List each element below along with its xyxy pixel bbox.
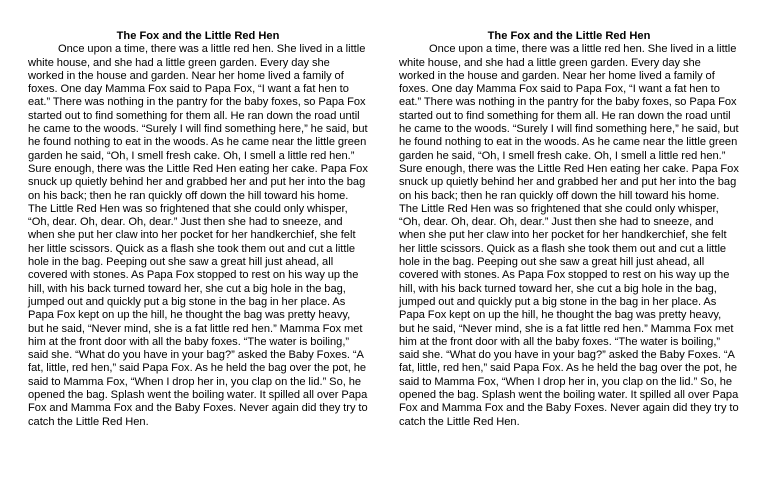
- story-title: The Fox and the Little Red Hen: [116, 30, 280, 42]
- story-body: Once upon a time, there was a little red hen. She lived in a little white house, and she had a little green garden. Every day she worked in the house and garden. Near her home lived a family of foxes. One day Mamma Fox said to Papa Fox, “I want a fat hen to eat.” There was nothing in the pantry for the baby foxes, so Papa Fox started out to find something for them all. He ran down the road until he came to the woods. “Surely I will find something here,” he said, but he found nothing to eat in the woods. As he came near the little green garden he said, “Oh, I smell fresh cake. Oh, I smell a little red hen.” Sure enough, there was the Little Red Hen eating her cake. Papa Fox snuck up quietly behind her and grabbed her and put her into the bag on his back; then he ran quickly off down the hill toward his home. The Little Red Hen was so frightened that she could only whisper, “Oh, dear. Oh, dear. Oh, dear.” Just then she had to sneeze, and when she put her claw into her pocket for her handkerchief, she felt her little scissors. Quick as a flash she took them out and cut a little hole in the bag. Peeping out she saw a great hill just ahead, all covered with stones. As Papa Fox stopped to rest on his way up the hill, with his back turned toward her, she cut a big hole in the bag, jumped out and quickly put a big stone in the bag in her place. As Papa Fox kept on up the hill, he thought the bag was pretty heavy, but he said, “Never mind, she is a fat little red hen.” Mamma Fox met him at the front door with all the baby foxes. “The water is boiling,” said she. “What do you have in your bag?” asked the Baby Foxes. “A fat, little, red hen,” said Papa Fox. As he held the bag over the pot, he said to Mamma Fox, “When I drop her in, you clap on the lid.” So, he opened the bag. Splash went the boiling water. It spilled all over Papa Fox and Mamma Fox and the Baby Foxes. Never again did they try to catch the Little Red Hen.: [28, 43, 368, 428]
- story-body-copy: Once upon a time, there was a little red hen. She lived in a little white house, and she had a little green garden. Every day she worked in the house and garden. Near her home lived a family of foxes. One day Mamma Fox said to Papa Fox, “I want a fat hen to eat.” There was nothing in the pantry for the baby foxes, so Papa Fox started out to find something for them all. He ran down the road until he came to the woods. “Surely I will find something here,” he said, but he found nothing to eat in the woods. As he came near the little green garden he said, “Oh, I smell fresh cake. Oh, I smell a little red hen.” Sure enough, there was the Little Red Hen eating her cake. Papa Fox snuck up quietly behind her and grabbed her and put her into the bag on his back; then he ran quickly off down the hill toward his home. The Little Red Hen was so frightened that she could only whisper, “Oh, dear. Oh, dear. Oh, dear.” Just then she had to sneeze, and when she put her claw into her pocket for her handkerchief, she felt her little scissors. Quick as a flash she took them out and cut a little hole in the bag. Peeping out she saw a great hill just ahead, all covered with stones. As Papa Fox stopped to rest on his way up the hill, with his back turned toward her, she cut a big hole in the bag, jumped out and quickly put a big stone in the bag in her place. As Papa Fox kept on up the hill, he thought the bag was pretty heavy, but he said, “Never mind, she is a fat little red hen.” Mamma Fox met him at the front door with all the baby foxes. “The water is boiling,” said she. “What do you have in your bag?” asked the Baby Foxes. “A fat, little, red hen,” said Papa Fox. As he held the bag over the pot, he said to Mamma Fox, “When I drop her in, you clap on the lid.” So, he opened the bag. Splash went the boiling water. It spilled all over Papa Fox and Mamma Fox and the Baby Foxes. Never again did they try to catch the Little Red Hen.: [399, 43, 739, 428]
- story-column-left: [28, 30, 368, 429]
- story-column-right: [399, 30, 739, 429]
- story-title-copy: The Fox and the Little Red Hen: [487, 30, 651, 42]
